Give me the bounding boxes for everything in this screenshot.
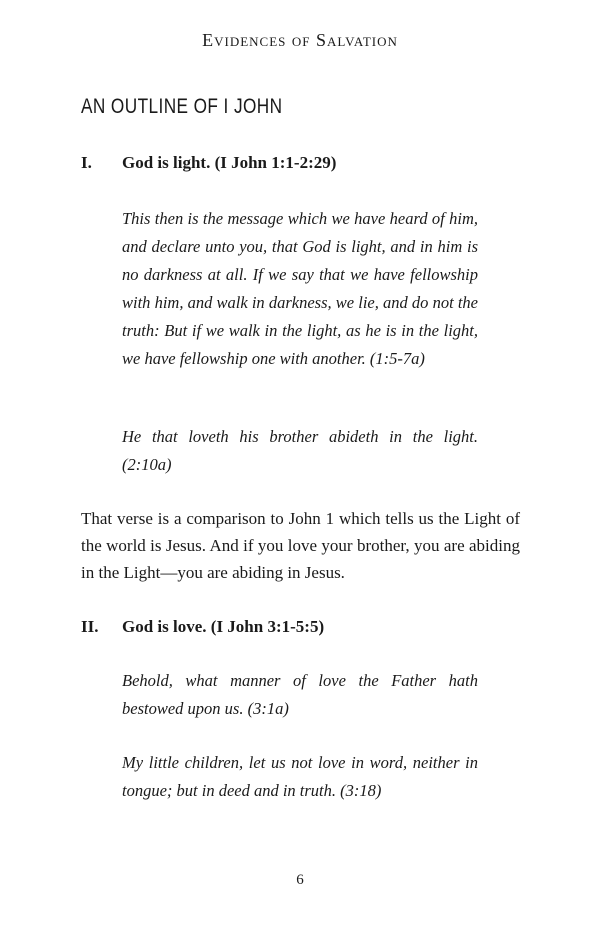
point-heading: God is love. (I John 3:1-5:5) [122, 617, 325, 636]
outline-point-2 [81, 617, 324, 637]
scripture-quote: My little children, let us not love in word, neither in tongue; but in deed and in truth. (3:18) [122, 753, 478, 800]
scripture-quote: Behold, what manner of love the Father hath bestowed upon us. (3:1a) [122, 671, 478, 718]
page-number: 6 [296, 872, 304, 888]
point-numeral: I. [81, 153, 92, 172]
outline-point-1 [81, 153, 336, 173]
body-paragraph: That verse is a comparison to John 1 which tells us the Light of the world is Jesus. And if you love your brother, you are abiding in the Light—you are abiding in Jesus. [81, 509, 520, 582]
scripture-quote: He that loveth his brother abideth in the light. (2:10a) [122, 427, 478, 474]
section-title: AN OUTLINE OF I JOHN [81, 95, 283, 118]
running-head: Evidences of Salvation [202, 30, 398, 50]
point-heading: God is light. (I John 1:1-2:29) [122, 153, 337, 172]
point-numeral: II. [81, 617, 99, 636]
scripture-quote: This then is the message which we have heard of him, and declare unto you, that God is light, and in him is no darkness at all. If we say that we have fellowship with him, and walk in darkness, we lie, and do not the truth: But if we walk in the light, as he is in the light, we have fellowship one with another. (1:5-7a) [122, 209, 478, 368]
